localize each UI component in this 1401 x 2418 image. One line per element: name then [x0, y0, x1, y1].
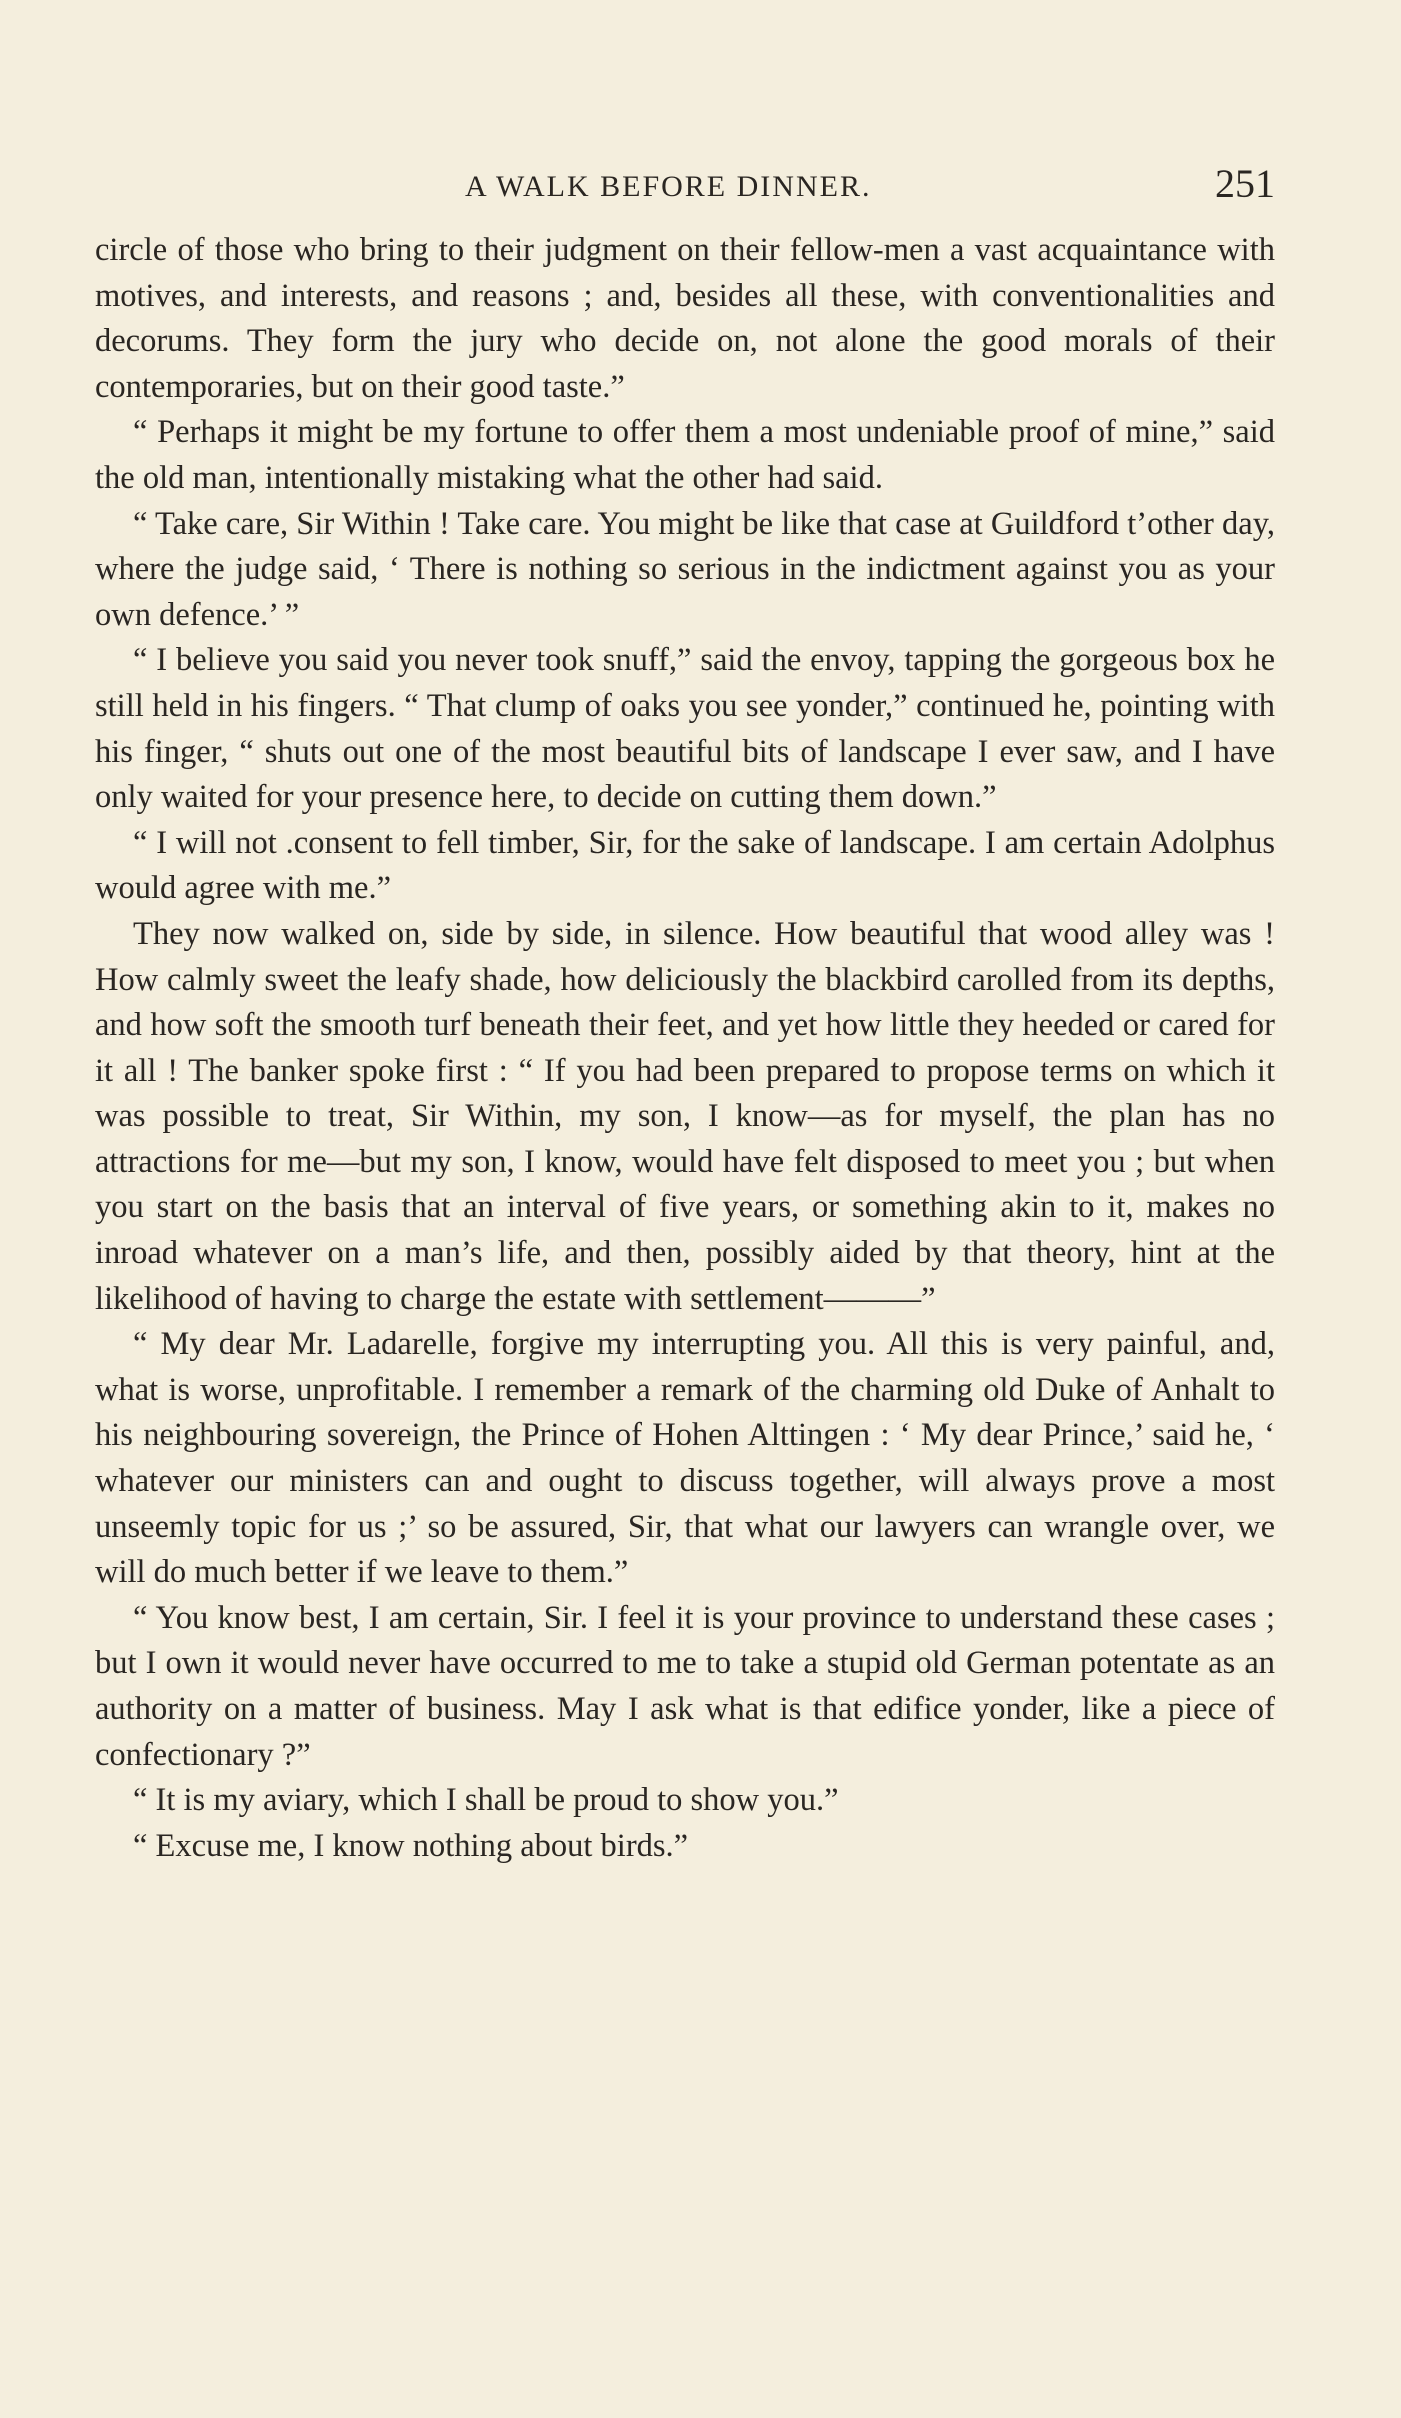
paragraph-2: “ Perhaps it might be my fortune to offer them a most undeniable proof of mine,” said the old man, intentionally mistaking what the other had said. — [95, 414, 1275, 496]
paragraph-3: “ Take care, Sir Within ! Take care. You might be like that case at Guildford t’other day, where the judge said, ‘ There is nothing so serious in the indictment against you as your own defence.’ ” — [95, 505, 1275, 633]
paragraph-6: They now walked on, side by side, in silence. How beautiful that wood alley was ! How calmly sweet the leafy shade, how deliciously the blackbird carolled from its depths, and how soft the smooth turf beneath their feet, and yet how little they heeded or cared for it all ! The banker spoke first : “ If you had been prepared to propose terms on which it was possible to treat, Sir Within, my son, I know—as for myself, the plan has no attractions for me—but my son, I know, would have felt disposed to meet you ; but when you start on the basis that an interval of five years, or something akin to it, makes no inroad whatever on a man’s life, and then, possibly aided by that theory, hint at the likelihood of having to charge the estate with settlement———” — [95, 915, 1275, 1317]
page-number: 251 — [1215, 161, 1275, 206]
running-head — [95, 160, 1275, 210]
body-text — [95, 228, 1275, 1869]
paragraph-9: “ It is my aviary, which I shall be proud to show you.” — [133, 1782, 839, 1819]
paragraph-10: “ Excuse me, I know nothing about birds.” — [133, 1827, 689, 1864]
running-title: A WALK BEFORE DINNER. — [465, 170, 872, 203]
paragraph-1: circle of those who bring to their judgment on their fellow-men a vast acquaintance with motives, and interests, and reasons ; and, besides all these, with conventionalities and decorums. They form the jury who decide on, not alone the good morals of their contemporaries, but on their good taste.” — [95, 232, 1275, 405]
paragraph-5: “ I will not .consent to fell timber, Sir, for the sake of landscape. I am certain Adolphus would agree with me.” — [95, 824, 1275, 907]
paragraph-4: “ I believe you said you never took snuff,” said the envoy, tapping the gorgeous box he still held in his fingers. “ That clump of oaks you see yonder,” continued he, pointing with his finger, “ shuts out one of the most beautiful bits of landscape I ever saw, and I have only waited for your presence here, to decide on cutting them down.” — [95, 642, 1275, 816]
paragraph-8: “ You know best, I am certain, Sir. I feel it is your province to understand these cases ; but I own it would never have occurred to me to take a stupid old German potentate as an authority on a matter of business. May I ask what is that edifice yonder, like a piece of confectionary ?” — [95, 1599, 1275, 1773]
paragraph-7: “ My dear Mr. Ladarelle, forgive my interrupting you. All this is very painful, and, what is worse, unprofitable. I remember a remark of the charming old Duke of Anhalt to his neighbouring sovereign, the Prince of Hohen Alttingen : ‘ My dear Prince,’ said he, ‘ whatever our ministers can and ought to discuss together, will always prove a most unseemly topic for us ;’ so be assured, Sir, that what our lawyers can wrangle over, we will do much better if we leave to them.” — [95, 1326, 1275, 1591]
